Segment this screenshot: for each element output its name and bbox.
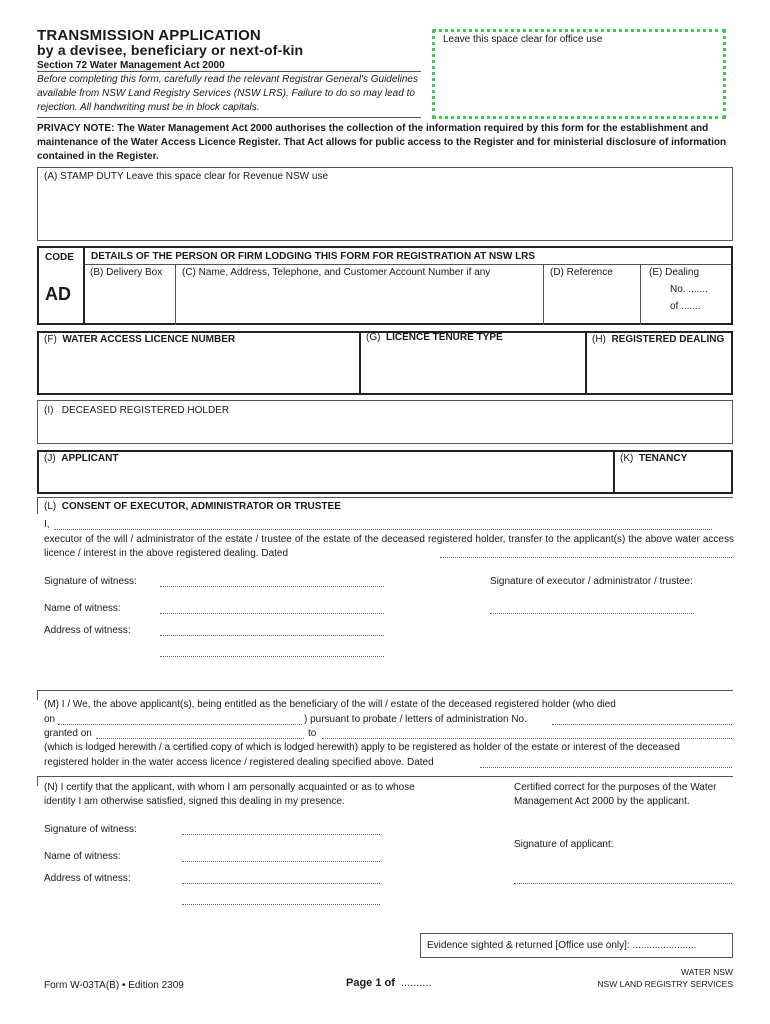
evidence-text: Evidence sighted & returned [Office use only]: ....................... <box>427 940 697 951</box>
beneficiary-granted-line[interactable] <box>96 738 304 739</box>
certified-correct-text: Certified correct for the purposes of the Water Management Act 2000 by the applicant. <box>514 782 717 807</box>
consent-sig-witness-line[interactable] <box>160 586 384 587</box>
consent-sig-witness-label: Signature of witness: <box>44 576 137 587</box>
beneficiary-dated-line[interactable] <box>480 767 732 768</box>
consent-body: executor of the will / administrator of the estate / trustee of the estate of the deceased registered holder, transfer to the applicant(s) the above water access licence / interest in the above registered dealing. Dated <box>44 534 734 559</box>
org-line-2: NSW LAND REGISTRY SERVICES <box>597 979 733 989</box>
lodging-subrule <box>85 264 731 265</box>
applicant-name-witness-label: Name of witness: <box>44 851 121 862</box>
consent-name-witness-line[interactable] <box>160 613 384 614</box>
form-subtitle: by a devisee, beneficiary or next-of-kin <box>37 42 304 58</box>
consent-address-line-1[interactable] <box>160 635 384 636</box>
applicant-signature-line[interactable] <box>514 883 732 884</box>
page-number: Page 1 of .......... <box>346 977 432 989</box>
header-rule-bottom <box>37 117 421 118</box>
code-label: CODE <box>45 252 74 263</box>
tenancy-field[interactable]: (K) TENANCY <box>620 453 688 464</box>
consent-left-edge <box>37 497 38 514</box>
licence-number-field[interactable]: (F) WATER ACCESS LICENCE NUMBER <box>44 334 236 345</box>
issuing-org <box>597 966 733 990</box>
consent-i-label: I, <box>44 519 50 530</box>
consent-heading: (L) CONSENT OF EXECUTOR, ADMINISTRATOR OR TRUSTEE <box>44 501 341 512</box>
consent-top-rule <box>37 497 733 498</box>
consent-sig-executor-line[interactable] <box>490 613 694 614</box>
dealing-no: No. ....... <box>670 284 708 295</box>
applicant-divider <box>613 450 615 494</box>
beneficiary-to-label: to <box>308 728 317 739</box>
delivery-box-label[interactable]: (B) Delivery Box <box>90 267 163 278</box>
consent-address-witness-label: Address of witness: <box>44 625 131 636</box>
beneficiary-line-3: (which is lodged herewith / a certified copy of which is lodged herewith) apply to be registered as holder of the estate or interest of the deceased <box>44 742 680 753</box>
certify-top-rule <box>37 776 733 777</box>
applicant-field[interactable]: (J) APPLICANT <box>44 453 119 464</box>
registered-dealing-field[interactable]: (H) REGISTERED DEALING <box>592 334 725 345</box>
applicant-address-line-2[interactable] <box>182 904 380 905</box>
name-address-label[interactable]: (C) Name, Address, Telephone, and Customer Account Number if any <box>182 267 491 278</box>
reference-divider <box>543 264 544 325</box>
reference-label[interactable]: (D) Reference <box>550 267 613 278</box>
tenure-type-field[interactable]: (G) LICENCE TENURE TYPE <box>366 332 503 343</box>
deceased-holder-box[interactable] <box>37 400 733 444</box>
consent-name-witness-label: Name of witness: <box>44 603 121 614</box>
org-line-1: WATER NSW <box>681 967 733 977</box>
form-title: TRANSMISSION APPLICATION <box>37 27 261 44</box>
beneficiary-on-label: on <box>44 714 56 725</box>
applicant-sig-witness-line[interactable] <box>182 834 380 835</box>
licence-divider-2 <box>585 331 587 395</box>
consent-address-line-2[interactable] <box>160 656 384 657</box>
certify-statement: (N) I certify that the applicant, with whom I am personally acquainted or as to whose identity I am otherwise satisfied, signed this dealing in my presence. <box>44 782 415 807</box>
code-value: AD <box>45 284 71 304</box>
privacy-text: The Water Management Act 2000 authorises the collection of the information required by this form for the establishment and maintenance of the Water Access Licence Register. That Act allows for public access to the Register and for ministerial disclosure of information contained in the Register. <box>37 123 727 162</box>
applicant-address-witness-label: Address of witness: <box>44 873 131 884</box>
form-id: Form W-03TA(B) • Edition 2309 <box>44 980 184 991</box>
applicant-name-witness-line[interactable] <box>182 861 380 862</box>
code-divider <box>83 246 85 325</box>
evidence-box[interactable] <box>420 933 733 958</box>
applicant-sig-witness-label: Signature of witness: <box>44 824 137 835</box>
stamp-duty-label: (A) STAMP DUTY Leave this space clear for Revenue NSW use <box>44 171 329 182</box>
applicant-address-line-1[interactable] <box>182 883 380 884</box>
consent-dated-line[interactable] <box>440 557 732 558</box>
dealing-label[interactable]: (E) Dealing <box>649 267 700 278</box>
privacy-label: PRIVACY NOTE: <box>37 123 115 134</box>
consent-sig-executor-label: Signature of executor / administrator / trustee: <box>490 576 693 587</box>
beneficiary-line-1: (M) I / We, the above applicant(s), being entitled as the beneficiary of the will / estate of the deceased registered holder (who died <box>44 699 616 710</box>
licence-divider-1 <box>359 331 361 395</box>
header-rule <box>37 71 421 72</box>
dealing-of: of ....... <box>670 301 701 312</box>
dealing-divider <box>640 264 641 325</box>
privacy-note <box>37 122 733 164</box>
beneficiary-to-line[interactable] <box>322 738 732 739</box>
consent-name-line[interactable] <box>54 529 712 530</box>
beneficiary-line-4: registered holder in the water access licence / registered dealing specified above. Dated <box>44 757 434 768</box>
beneficiary-probate-no-line[interactable] <box>552 724 732 725</box>
lodging-details-title: DETAILS OF THE PERSON OR FIRM LODGING THIS FORM FOR REGISTRATION AT NSW LRS <box>91 251 536 262</box>
beneficiary-top-rule <box>37 690 733 691</box>
beneficiary-pursuant: ) pursuant to probate / letters of administration No. <box>304 714 527 725</box>
applicant-signature-label: Signature of applicant: <box>514 839 614 850</box>
act-reference: Section 72 Water Management Act 2000 <box>37 60 225 71</box>
beneficiary-died-on-line[interactable] <box>58 724 302 725</box>
beneficiary-left-edge <box>37 690 38 700</box>
stamp-duty-box[interactable] <box>37 167 733 241</box>
deceased-holder-label: (I) DECEASED REGISTERED HOLDER <box>44 405 230 416</box>
office-use-box <box>432 29 726 119</box>
certify-left-edge <box>37 776 38 786</box>
delivery-box-divider <box>175 264 176 325</box>
instructions-text: Before completing this form, carefully read the relevant Registrar General's Guidelines available from NSW Land Registry Services (NSW LRS). Failure to do so may lead to rejection. All handwriting must be in block capitals. <box>37 74 418 113</box>
office-use-label: Leave this space clear for office use <box>443 34 603 45</box>
beneficiary-granted-label: granted on <box>44 728 92 739</box>
